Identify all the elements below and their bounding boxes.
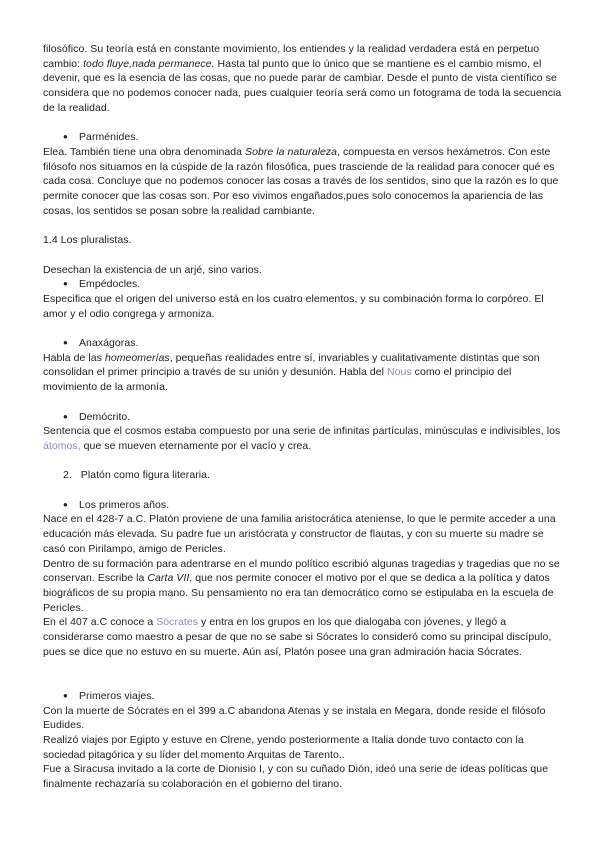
bullet-icon: ● [63,411,68,421]
empedocles-paragraph: Especifica que el origen del universo está en los cuatro elementos, y su combinación forma lo corpóreo. El amor y el odio congrega y armoniza. [43,292,544,320]
primeros-viajes-paragraph-3: Fue a Siracusa invitado a la corte de Dionisio I, y con su cuñado Dión, ideó una serie de ideas políticas que finalmente rechazaría su colaboración en el gobierno del tirano. [43,763,549,791]
primeros-anos-paragraph-1: Nace en el 428-7 a.C. Platón proviene de una familia aristocrática ateniense, lo que le permite acceder a una educación más elevada. Su padre fue un aristócrata y constructor de flautas, y con su muerte su madre se casó con Pirilampo, amigo de Pericles. [43,513,556,555]
work-title: Sobre la naturaleza [245,145,338,158]
bullet-anaxagoras: ● Anaxágoras. [63,337,139,349]
atomos-link[interactable]: átomos, [43,439,81,452]
bullet-icon: ● [63,690,68,700]
bullet-primeros-anos: ● Los primeros años. [63,498,170,511]
work-title: Carta VII [147,572,190,585]
bullet-democrito: ● Demócrito. [63,410,131,423]
socrates-link[interactable]: Sócrates [156,616,199,629]
primeros-anos-paragraph-3: En el 407 a.C conoce a Sócrates y entra en los grupos en los que dialogaba con jóvenes, y llegó a considerarse como maestro a pesar de que no se sabe si Sócrates lo consideró como su principal discípulo, pues se dice que no estuvo en su muerte. Aún así, Platón posee una gran admiración hacia Sócrates. [43,616,552,658]
bullet-icon: ● [63,338,68,347]
bullet-icon: ● [63,132,68,142]
heraclito-paragraph: filosófico. Su teoría está en constante movimiento, los entiendes y la realidad verdadera está en perpetuo cambio: todo fluye,nada permanece. Hasta tal punto que lo único que se mantiene es el cambio mismo, el devenir, que es la esencia de las cosas, que no puede parar de cambiar. Desde el punto de vista científico se considera que no podemos conocer nada, pues cualquier teoría será como un fotograma de toda la secuencia de la realidad. [43,43,562,114]
parmenides-paragraph: Elea. También tiene una obra denominada Sobre la naturaleza, compuesta en versos hexámetros. Con este filósofo nos situamos en la cúspide de la razón filosófica, pues trasciende de la realidad para conocer qué es cada cosa. Concluye que no podemos conocer las cosas a través de los sentidos, sino que la razón es lo que permite conocer que las cosas son. Por eso vivimos engañados,pues solo conocemos la apariencia de las cosas, los sentidos se posan sobre la realidad cambiante. [43,145,559,217]
primeros-viajes-paragraph-2: Realizó viajes por Egipto y estuve en Clrene, yendo posteriormente a Italia donde tuvo contacto con la sociedad pitagórica y su líder del momento Arquitas de Tarento.. [43,733,524,761]
pluralistas-intro: Desechan la existencia de un arjé, sino varios. [43,263,262,276]
document-page [43,42,563,792]
term-text: homeomerías [104,351,170,364]
nous-link[interactable]: Nous [386,366,412,379]
bullet-parmenides: ● Parménides. [63,131,139,144]
primeros-viajes-paragraph-1: Con la muerte de Sócrates en el 399 a.C abandona Atenas y se instala en Megara, donde reside el filósofo Eudides. [43,704,546,732]
section-heading-pluralistas: 1.4 Los pluralistas. [43,234,132,247]
section-heading-platon: 2. Platón como figura literaria. [63,469,211,482]
bullet-empedocles: ● Empédocles. [63,278,141,291]
bullet-icon: ● [63,499,68,509]
bullet-primeros-viajes: ● Primeros viajes. [63,689,155,702]
primeros-anos-paragraph-2: Dentro de su formación para adentrarse en el mundo político escribió algunas tragedias y tragedias que no se conservan. Escribe la Carta VII, que nos permite conocer el motivo por el que se dedica a la política y datos biográficos de su propia mano. Su pensamiento no era tan democrático como se estipulaba en la escuela de Pericles. [43,557,560,614]
quote-text: todo fluye,nada permanece. [83,57,215,70]
democrito-paragraph: Sentencia que el cosmos estaba compuesto por una serie de infinitas partículas, minúsculas e indivisibles, los átomos, que se mueven eternamente por el vacío y crea. [43,425,561,452]
anaxagoras-paragraph: Habla de las homeomerías, pequeñas realidades entre sí, invariables y cualitativamente distintas que son consolidan el primer principio a través de su unión y desunión. Habla del Nous como el principio del movimiento de la armonía. [43,351,540,394]
bullet-icon: ● [63,279,68,289]
